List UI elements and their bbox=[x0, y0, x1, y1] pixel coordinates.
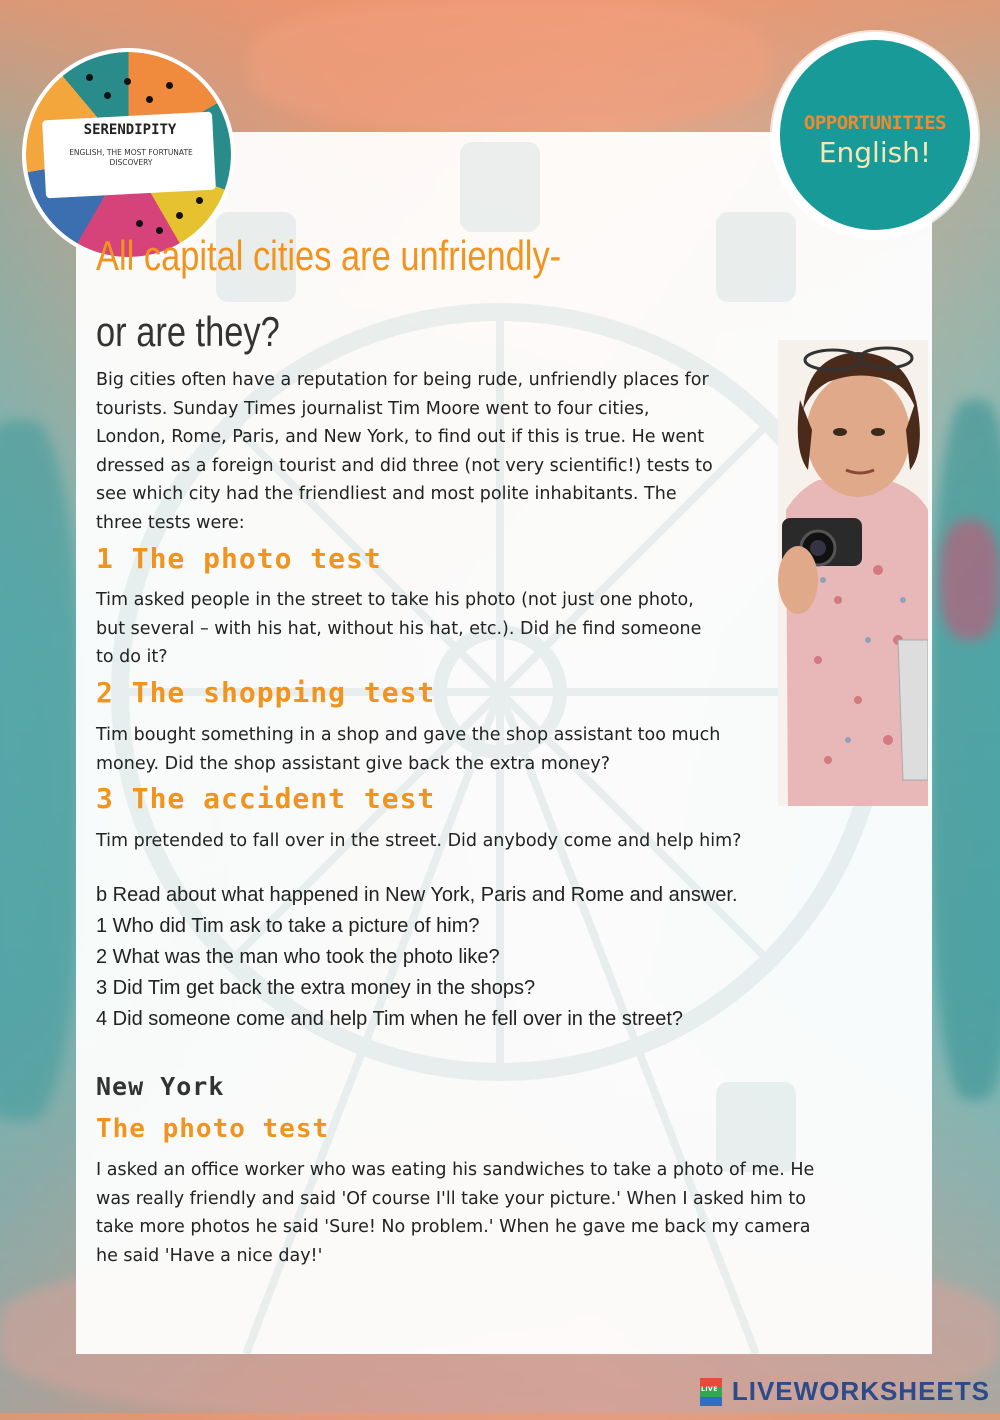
test-line: Tim pretended to fall over in the street. Did anybody come and help him? bbox=[96, 831, 742, 851]
intro-line: London, Rome, Paris, and New York, to find out if this is true. He went bbox=[96, 427, 705, 448]
background-paint-stroke bbox=[250, 0, 770, 130]
city-test-heading: The photo test bbox=[96, 1114, 330, 1144]
page-title-line2: or are they? bbox=[96, 308, 280, 355]
badge-text: LIVE bbox=[701, 1386, 718, 1393]
background-paint-stroke bbox=[930, 400, 1000, 1100]
city-line: take more photos he said 'Sure! No problem.' When he gave me back my camera bbox=[96, 1217, 811, 1238]
test-description-shopping bbox=[96, 721, 786, 778]
liveworksheets-footer[interactable]: LIVEWORKSHEETS bbox=[731, 1376, 990, 1406]
logo-subtitle: ENGLISH, THE MOST FORTUNATE DISCOVERY bbox=[69, 148, 193, 167]
test-heading-accident: 3 The accident test bbox=[96, 782, 436, 815]
background-paint-stroke bbox=[940, 520, 1000, 640]
tim-moore-photo bbox=[778, 340, 928, 806]
city-line: I asked an office worker who was eating his sandwiches to take a photo of me. He bbox=[96, 1160, 815, 1180]
test-description-photo bbox=[96, 586, 776, 672]
city-paragraph bbox=[96, 1156, 916, 1270]
question-item: 1 Who did Tim ask to take a picture of him? bbox=[96, 915, 480, 937]
logo-line1: OPPORTUNITIES bbox=[803, 112, 947, 134]
background-paint-stroke bbox=[0, 420, 80, 1120]
logo-title: SERENDIPITY bbox=[83, 122, 177, 138]
test-description-accident bbox=[96, 827, 856, 856]
test-line: money. Did the shop assistant give back the extra money? bbox=[96, 753, 611, 774]
city-line: he said 'Have a nice day!' bbox=[96, 1245, 323, 1266]
question-item: 2 What was the man who took the photo like? bbox=[96, 946, 500, 968]
logo-line2: English! bbox=[818, 136, 932, 169]
city-line: was really friendly and said 'Of course I'll take your picture.' When I asked him to bbox=[96, 1188, 806, 1209]
question-item: 4 Did someone come and help Tim when he fell over in the street? bbox=[96, 1008, 683, 1030]
intro-line: see which city had the friendliest and most polite inhabitants. The bbox=[96, 484, 677, 505]
question-item: 3 Did Tim get back the extra money in the shops? bbox=[96, 977, 536, 999]
intro-line: Big cities often have a reputation for being rude, unfriendly places for bbox=[96, 370, 709, 390]
page-title-line1: All capital cities are unfriendly- bbox=[96, 232, 562, 279]
questions-instruction: b Read about what happened in New York, Paris and Rome and answer. bbox=[96, 884, 738, 906]
test-heading-photo: 1 The photo test bbox=[96, 542, 382, 575]
intro-line: dressed as a foreign tourist and did three (not very scientific!) tests to bbox=[96, 455, 713, 476]
opportunities-english-logo bbox=[772, 32, 978, 238]
test-line: but several – with his hat, without his hat, etc.). Did he find someone bbox=[96, 618, 702, 639]
intro-line: tourists. Sunday Times journalist Tim Moore went to four cities, bbox=[96, 398, 650, 419]
test-line: to do it? bbox=[96, 647, 168, 668]
liveworksheets-badge-icon bbox=[700, 1378, 722, 1406]
test-line: Tim asked people in the street to take his photo (not just one photo, bbox=[96, 590, 694, 610]
test-heading-shopping: 2 The shopping test bbox=[96, 676, 436, 709]
serendipity-logo bbox=[22, 48, 235, 261]
intro-paragraph bbox=[96, 366, 776, 538]
test-line: Tim bought something in a shop and gave the shop assistant too much bbox=[96, 725, 721, 745]
intro-line: three tests were: bbox=[96, 512, 245, 533]
city-heading: New York bbox=[96, 1072, 225, 1101]
